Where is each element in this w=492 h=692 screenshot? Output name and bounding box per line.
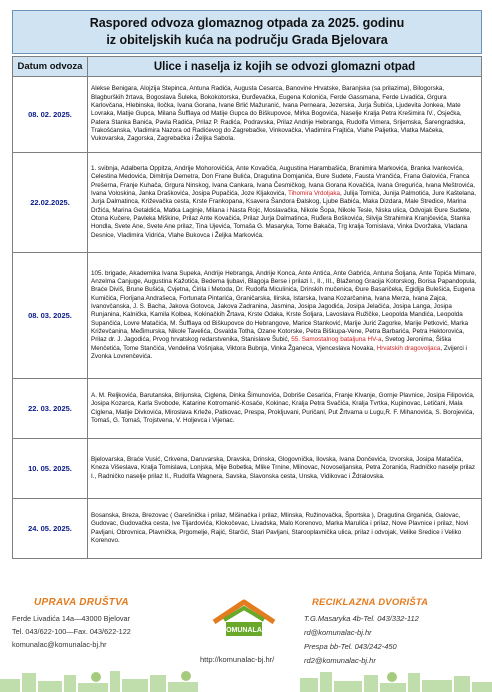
street-list bbox=[88, 153, 482, 253]
street-text: , Zvijerci i Zvonka Lovrenčevića. bbox=[91, 344, 467, 360]
highlighted-street: 55. Samostalnog bataljuna HV-a bbox=[291, 336, 382, 344]
pickup-date: 08. 03. 2025. bbox=[13, 253, 88, 379]
table-row bbox=[13, 77, 482, 153]
pickup-date: 10. 05. 2025. bbox=[13, 439, 88, 499]
street-list bbox=[88, 253, 482, 379]
title-line-1: Raspored odvoza glomaznog otpada za 2025. godinu bbox=[89, 16, 405, 30]
recycling-phone-2: Prespa bb-Tel. 043/242-450 bbox=[304, 642, 397, 651]
pickup-date: 22.02.2025. bbox=[13, 153, 88, 253]
office-phone: Tel. 043/622-100—Fax. 043/622-122 bbox=[12, 627, 131, 636]
street-text: 1. svibnja, Adalberta Oppitza, Andrije Mohorovičića, Ante Kovačića, Augustina Harambašića, Branimira Markovića, Branka Ivankovića, Celestina Medovića, Dimitrija Demetra, Don Frane Bulića, Dragutina Domjanića, Đure Sudete, Fausta Vrančića, Frana Galovića, Franca Prešerna, Franje Kuhača, Grgura Ninskog, Ivana Cankara, Ivana Česmičkog, Ivana Gorana Kovačića, Ivana Gregurića, Ivana Meštrovića, Ivana Voloskina, Janka Draškovića, Josipa Pupačića, Joze Kljakovića, bbox=[91, 165, 475, 198]
table-row bbox=[13, 253, 482, 379]
recycling-email-1[interactable]: rd@komunalac-bj.hr bbox=[304, 628, 372, 637]
recycling-title: RECIKLAZNA DVORIŠTA bbox=[312, 597, 429, 608]
street-list: Alekse Benigara, Alojzija Stepinca, Antuna Radića, Augusta Cesarca, Banovine Hrvatske, Baranjska (sa prilazima), Bilogorska, Blagburških žrtava, Bogoslava Šuleka, Bokokotorska, Đurđevačka, Eugena Kolonića, Ferde Gassmana, Ferde Livadića, Grgura Karlovčana, Hlebinska, Iločka, Ivana Gorana, Ivane Brlić Mažuranić, Ivana Perneara, Jezerska, Jurja Šubića, Ljudevita Jonkea, Mate Lovraka, Matije Gupca, Milana Šufflaya od Matije Gupca do Biškupovce, Mirka Bogovića, Naselje Kralja Petra Krešimira IV., Osječka, Patera Stanka Banića, Pavla Radića, Prilaz P. Radića, Podravska, Prilaz Andrije Hebranga, Rudolfa Vimera, Srijemska, Šarengradska, Trakošćanska, Vladimira Nazora od Radićevog do Zagrebačke, Vinkovačka, Vladimira Frajtića, Vlahe Paljetka, Vlatka Mačeka, Vukovarska, Zagorska, Zagrebačka i Željka Sabola. bbox=[88, 77, 482, 153]
highlighted-street: Tihomira Vrdoljaka bbox=[287, 190, 340, 198]
streets-column-header: Ulice i naselja iz kojih se odvozi glomazni otpad bbox=[88, 57, 482, 77]
pickup-date: 24. 05. 2025. bbox=[13, 499, 88, 559]
logo-wordmark: KOMUNALAC bbox=[221, 627, 267, 634]
website-link[interactable]: http://komunalac-bj.hr/ bbox=[200, 655, 275, 664]
street-list: A. M. Reljkovića, Barutanska, Brijunska, Ciglena, Dinka Šimunovića, Dobriše Cesarića, Franje Klvanje, Gornje Plavnice, Josipa Filipovića, Josipa Kozarca, Karla Svobode, Katarine Kotromanić-Kosače, Kokinac, Kralja Petra Svačića, Kralja Tvrtka, Kupinovac, Letičani, Mala Ciglena, Matije Divkovića, Miroslava Krleže, Patkovac, Prespa, Prokljuvani, Puričani, Put Žrtvama u Lugu,R. F. Mihanovića, S. Borojevića, Tomaš, G. Tomaš, Trojstvena, V. Holjevca i Vijenac. bbox=[88, 379, 482, 439]
table-row bbox=[13, 439, 482, 499]
office-contact bbox=[12, 612, 131, 651]
recycling-email-2[interactable]: rd2@komunalac-bj.hr bbox=[304, 656, 376, 665]
footer bbox=[0, 595, 492, 692]
pickup-date: 08. 02. 2025. bbox=[13, 77, 88, 153]
recycling-phone-1: T.G.Masaryka 4b-Tel. 043/332-112 bbox=[304, 614, 419, 623]
highlighted-street: Hrvatskih dragovoljaca bbox=[376, 344, 441, 352]
recycling-contact bbox=[304, 612, 419, 668]
table-row bbox=[13, 379, 482, 439]
street-text: 105. brigade, Akademika Ivana Supeka, Andrije Hebranga, Andrije Konca, Ante Antića, Ante Gabrića, Antuna Šoljana, Ante Topića Mimare, Anzelma Canjuge, Augustina Kažotića, Bedema ljubavi, Blagoja Berse i prilazi I., II., III., Blaženog Gracija Kotorskog, Borisa Papandopula, Braće Diviš, Brune Bušića, Cvjetna, Ćirila i Metoda, Dr. Rudolfa Miculinića, Drinskih mučenica, Đure Basaričeka, Egidija Bulešića, Eugena Kumičića, Florijana Andrašeca, Fortunata Pintarića, Graničarska, Ilirska, Istarska, Ivana Kozarčanina, Ivana Merza, Ivana Zajca, Ivanovčanska, J. S. Bacha, Jakova Gotovca, Jakova Zadranina, Jasmina, Josipa Jagodića, Josipa Jelačića, Josipa Langa, Josipa Runjanina, Kalnička, Kamila Kolbea, Kokinačkih Žrtava, Krste Odaka, Krste Šoljara, Lavoslava Ružičke, Leopolda Mandića, Leopolda Supančića, Lovre Matačića, M. Šufflaya od Biškupovce do Hebrangove, Marice Stanković, Marije Jurić Zagorke, Marije Petković, Marka Križevčanina, Međimurska, Nikole Tavelića, Osvalda Totha, Ozane Kotorske, Petra Biškupa-Vene, Petra Barbarića, Petra Hektorovića, Prilaz dr. J. Jagodića, Prvog hrvatskog redarstvenika, Stanislave Šubić, bbox=[91, 269, 477, 344]
office-email[interactable]: komunalac@komunalac-bj.hr bbox=[12, 640, 107, 649]
date-column-header: Datum odvoza bbox=[13, 57, 88, 77]
street-text: , Svetog Jeronima, Šiška Menčetića, Tome Stančića, Vendelina Vošnjaka, Viktora Bubnja, Vinka Žganeca, Vjenceslava Novaka, bbox=[91, 336, 452, 352]
title-line-2: iz obiteljskih kuća na području Grada Bjelovara bbox=[106, 33, 388, 47]
document-title bbox=[12, 10, 482, 54]
office-title: UPRAVA DRUŠTVA bbox=[34, 597, 129, 608]
city-skyline-decoration bbox=[0, 669, 492, 692]
pickup-date: 22. 03. 2025. bbox=[13, 379, 88, 439]
office-address: Ferde Livadića 14a—43000 Bjelovar bbox=[12, 614, 131, 623]
street-text: , Julija Tomića, Junija Palmotića, Jure Kaštelana, Jurja Dalmatinca, Križevačka cesta, Krste Frankopana, Ksavera Šandora Đalskog, Ljube Babića, Maka Dizdara, Male Stredice, Marina Držića, Marina Getaldića, Matka Laginje, Milana i Nasta Rojc, Moslavačka, Nikole Šopa, Nikole Tesle, Niska ulica, Odvojak Đure Sudete, Otona Kučere, Pavleka Miškine, Prilaz Ante Kovačića, Prilaz Jurja Dalmatinca, Ruđera Boškovića, Silvija Strahimira Kranjčevića, Stanka Hondla, Svete Ane, Svete Ane prilaz, Tina Ujevića, Tomaša G. Masaryka, Tome Bakača, Trg kralja Tomislava, Vinka Dvoržaka, Vladana Desnice, Vladimira Vidrića, Vlahe Bukovca i Željka Markovića. bbox=[91, 190, 477, 239]
street-list: Bjelovarska, Braće Vusić, Crkvena, Daruvarska, Dravska, Drinska, Glogovnička, Ilovska, Ivana Dončevića, Izvorska, Josipa Matačića, Kneza Višeslava, Kralja Tomislava, Lonjska, Mije Bobetka, Mlike Trnine, Mlinovac, Novoseljanska, Petra Zoranića, Radničko naselje prilaz I., Radničko naselje prilaz II., Rudolfa Wagnera, Savska, Slavonska cesta, Unska, Vidikovac i Ždralovska. bbox=[88, 439, 482, 499]
street-list: Bosanska, Breza, Brezovac ( Garešnička i prilaz, Mišinačka i prilaz, Mlinska, Ružinovačka, Športska ), Dragutina Grganića, Galovac, Gudovac, Gudovačka cesta, Ive Tijardovića, Klokočevac, Livadska, Malo Korenovo, Marka Marulića i prilaz, Nove Plavnice i prilaz, Novi Pavljani, Obrovnica, Plavnička, Prgomelje, Rajić, Starčić, Stari Pavljani, Starooplavnička ulica, prilaz i odvojak, Velike Sredice i Veliko Korenovo. bbox=[88, 499, 482, 559]
table-header-row bbox=[13, 57, 482, 77]
schedule-table bbox=[12, 56, 482, 559]
table-row bbox=[13, 499, 482, 559]
company-logo bbox=[208, 598, 280, 646]
table-row bbox=[13, 153, 482, 253]
